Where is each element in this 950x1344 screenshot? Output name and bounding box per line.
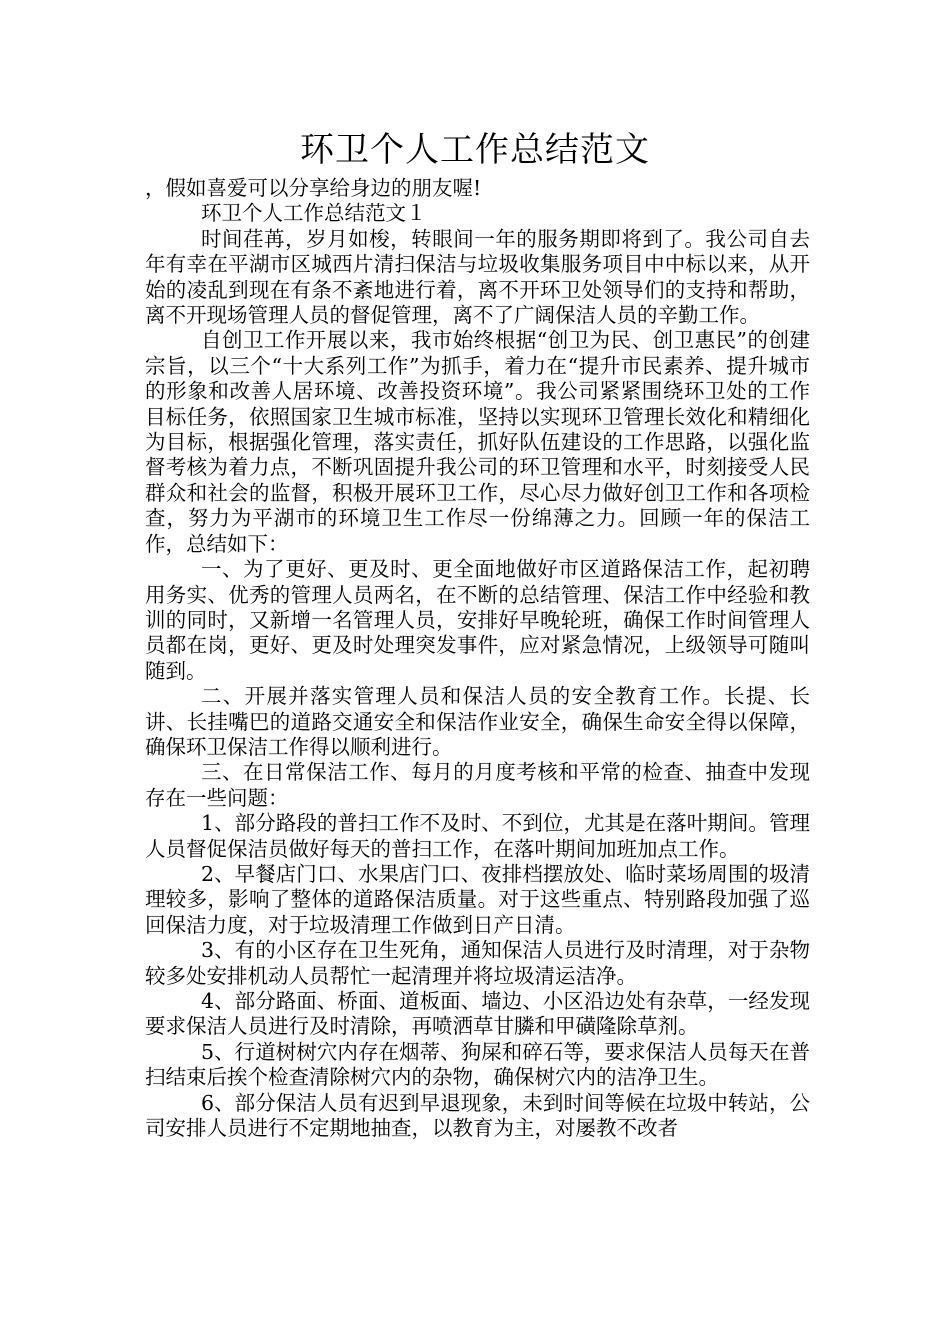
list-item: 4、部分路面、桥面、道板面、墙边、小区沿边处有杂草，一经发现要求保洁人员进行及时清除，再喷洒草甘膦和甲磺隆除草剂。 xyxy=(145,989,810,1039)
list-item: 2、早餐店门口、水果店门口、夜排档摆放处、临时菜场周围的圾清理较多，影响了整体的道路保洁质量。对于这些重点、特别路段加强了巡回保洁力度，对于垃圾清理工作做到日产日清。 xyxy=(145,861,810,937)
document-title: 环卫个人工作总结范文 xyxy=(300,130,650,170)
list-item: 6、部分保洁人员有迟到早退现象，未到时间等候在垃圾中转站，公司安排人员进行不定期地抽查，以教育为主，对屡教不改者 xyxy=(145,1090,810,1141)
intro-line: ，假如喜爱可以分享给身边的朋友喔! xyxy=(145,176,482,200)
section-heading: 环卫个人工作总结范文１ xyxy=(201,201,427,226)
list-item: 5、行道树树穴内存在烟蒂、狗屎和碎石等，要求保洁人员每天在普扫结束后挨个检查清除树穴内的杂物，确保树穴内的洁净卫生。 xyxy=(145,1039,810,1090)
document-body xyxy=(145,176,810,1141)
paragraph: 时间荏苒，岁月如梭，转眼间一年的服务期即将到了。我公司自去年有幸在平湖市区城西片清扫保洁与垃圾收集服务项目中中标以来，从开始的凌乱到现在有条不紊地进行着，离不开环卫处领导们的支持和帮助，离不开现场管理人员的督促管理，离不了广阔保洁人员的辛勤工作。 xyxy=(145,226,810,328)
paragraph: 一、为了更好、更及时、更全面地做好市区道路保洁工作，起初聘用务实、优秀的管理人员两名，在不断的总结管理、保洁工作中经验和教训的同时，又新增一名管理人员，安排好早晚轮班，确保工作时间管理人员都在岗，更好、更及时处理突发事件，应对紧急情况，上级领导可随叫随到。 xyxy=(145,557,810,683)
list-item: 1、部分路段的普扫工作不及时、不到位，尤其是在落叶期间。管理人员督促保洁员做好每天的普扫工作，在落叶期间加班加点工作。 xyxy=(145,811,810,861)
paragraph: 自创卫工作开展以来，我市始终根据“创卫为民、创卫惠民”的创建宗旨，以三个“十大系列工作”为抓手，着力在“提升市民素养、提升城市的形象和改善人居环境、改善投资环境”。我公司紧紧围绕环卫处的工作目标任务，依照国家卫生城市标准，坚持以实现环卫管理长效化和精细化为目标，根据强化管理，落实责任，抓好队伍建设的工作思路，以强化监督考核为着力点，不断巩固提升我公司的环卫管理和水平，时刻接受人民群众和社会的监督，积极开展环卫工作，尽心尽力做好创卫工作和各项检查，努力为平湖市的环境卫生工作尽一份绵薄之力。回顾一年的保洁工作，总结如下： xyxy=(145,328,810,556)
list-item: 3、有的小区存在卫生死角，通知保洁人员进行及时清理，对于杂物较多处安排机动人员帮忙一起清理并将垃圾清运洁净。 xyxy=(145,938,810,988)
paragraph: 二、开展并落实管理人员和保洁人员的安全教育工作。长提、长讲、长挂嘴巴的道路交通安全和保洁作业安全，确保生命安全得以保障，确保环卫保洁工作得以顺利进行。 xyxy=(145,684,810,759)
paragraph: 三、在日常保洁工作、每月的月度考核和平常的检查、抽查中发现存在一些问题： xyxy=(145,760,810,810)
